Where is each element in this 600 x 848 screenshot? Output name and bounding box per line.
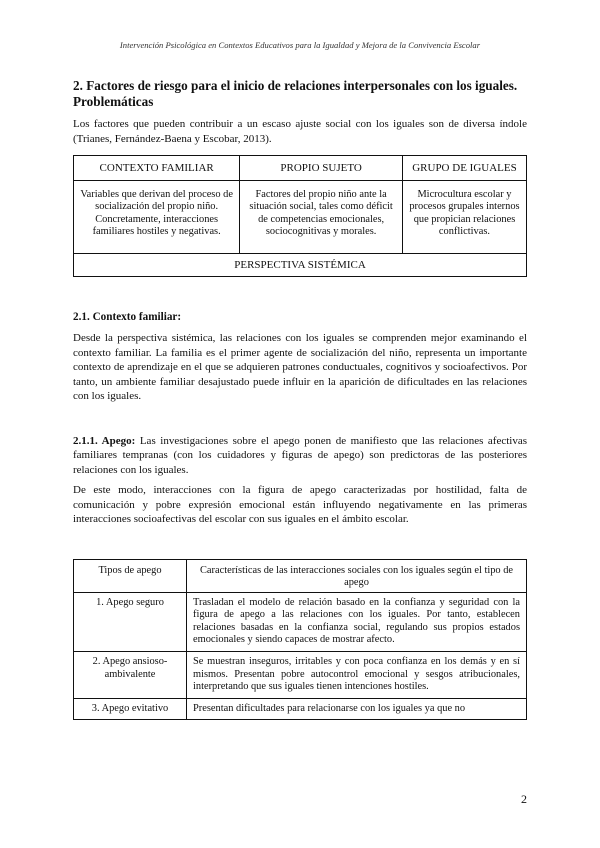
attachment-type-cell: 2. Apego ansioso-ambivalente (74, 652, 187, 699)
family-context-paragraph: Desde la perspectiva sistémica, las relaciones con los iguales se comprenden mejor examinando el contexto familiar. La familia es el primer agente de socialización del niño, representa un importante contexto de aprendizaje en el que se adquieren patrones conductuales, cognitivos y socioafectivos. Por tanto, un ambiente familiar desajustado puede influir en la aparición de dificultades en las relaciones con los iguales. (73, 332, 527, 402)
factors-header-cell: GRUPO DE IGUALES (402, 156, 526, 181)
table-row (74, 698, 527, 720)
types-header-left: Tipos de apego (74, 559, 187, 592)
apego-paragraph (73, 434, 527, 478)
attachment-desc-cell: Se muestran inseguros, irritables y con poca confianza en los demás y en sí mismos. Presentan pobre autocontrol emocional y sesgos atribucionales, interpretando que sus iguales tienen intenciones hostiles. (187, 652, 527, 699)
page-content (73, 78, 527, 720)
factors-header-row (74, 156, 527, 181)
intro-paragraph: Los factores que pueden contribuir a un escaso ajuste social con los iguales son de diversa índole (Trianes, Fernández-Baena y Escobar, 2013). (73, 118, 527, 145)
subsection-title: 2.1. Contexto familiar: (73, 311, 182, 323)
types-header-right: Características de las interacciones sociales con los iguales según el tipo de apego (187, 559, 527, 592)
factors-description-row (74, 181, 527, 254)
factors-header-cell: PROPIO SUJETO (240, 156, 403, 181)
factors-header-cell: CONTEXTO FAMILIAR (74, 156, 240, 181)
perspective-cell: PERSPECTIVA SISTÉMICA (74, 254, 527, 277)
apego-heading: 2.1.1. Apego: (73, 434, 136, 447)
table-row (74, 652, 527, 699)
factors-footer-row (74, 254, 527, 277)
running-header: Intervención Psicológica en Contextos Educativos para la Igualdad y Mejora de la Convivencia Escolar (119, 40, 481, 50)
section-title: 2. Factores de riesgo para el inicio de relaciones interpersonales con los iguales. Problemáticas (73, 78, 518, 109)
attachment-desc-cell: Trasladan el modelo de relación basado en la confianza y seguridad con la figura de apego a las relaciones con los iguales. Por tanto, establecen relaciones basadas en la confianza social, regulando sus propios estados emocionales y siendo capaces de mostrar afecto. (187, 592, 527, 651)
factors-description-cell: Variables que derivan del proceso de socialización del propio niño. Concretamente, interacciones familiares hostiles y negativas. (74, 181, 240, 254)
risk-factors-table (73, 155, 527, 277)
factors-description-cell: Microcultura escolar y procesos grupales internos que propician relaciones conflictivas. (402, 181, 526, 254)
attachment-type-cell: 1. Apego seguro (74, 592, 187, 651)
attachment-types-table (73, 559, 527, 721)
types-header-row (74, 559, 527, 592)
apego-paragraph-2: De este modo, interacciones con la figura de apego caracterizadas por hostilidad, falta de comunicación y pobre expresión emocional están influyendo negativamente en las primeras interacciones socioafectivas del escolar con sus iguales en el ámbito escolar. (73, 484, 527, 525)
table-row (74, 592, 527, 651)
page-number: 2 (521, 792, 527, 806)
attachment-type-cell: 3. Apego evitativo (74, 698, 187, 720)
factors-description-cell: Factores del propio niño ante la situación social, tales como déficit de competencias emocionales, sociocognitivas y morales. (240, 181, 403, 254)
attachment-desc-cell: Presentan dificultades para relacionarse con los iguales ya que no (187, 698, 527, 720)
apego-text: Las investigaciones sobre el apego ponen de manifiesto que las relaciones afectivas familiares tempranas (con los cuidadores y figuras de apego) son predictoras de las posteriores relaciones con los iguales. (73, 434, 527, 476)
